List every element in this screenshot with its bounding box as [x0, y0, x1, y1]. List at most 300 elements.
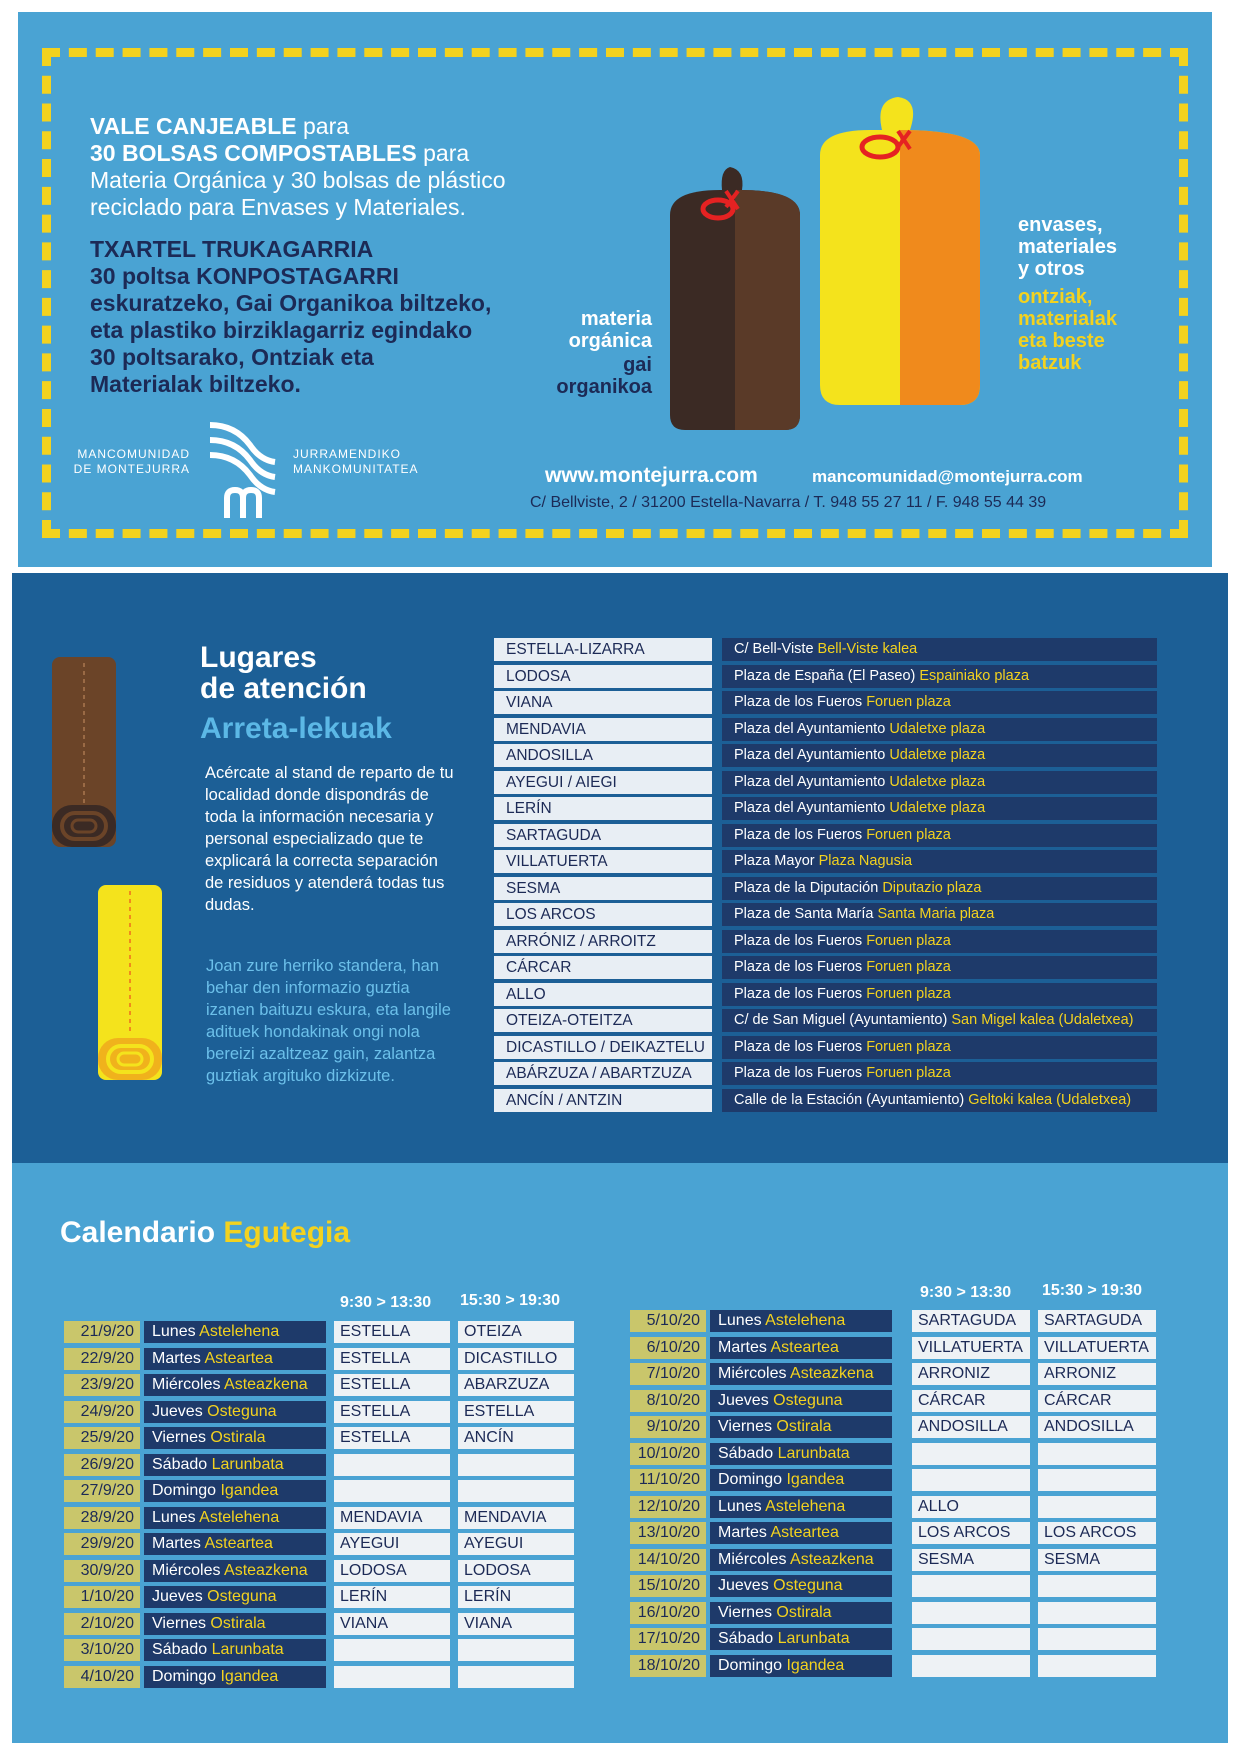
bag-label-line: orgánica: [568, 330, 652, 352]
calendar-day-eu: Asteartea: [204, 1535, 273, 1552]
place-town: SARTAGUDA: [494, 824, 712, 847]
calendar-row: [630, 1626, 1150, 1653]
places-description-eu: Joan zure herriko standera, han behar den informazio guztia izanen baituzu eskura, eta langile adituek hondakinak ongi nola bereizi azaltzeaz gain, zalantza guztiak argituko dizkizute.: [206, 957, 451, 1085]
calendar-day-eu: Asteartea: [204, 1349, 273, 1367]
calendar-afternoon-slot: [458, 1666, 574, 1688]
calendar-morning-slot: [912, 1655, 1030, 1677]
place-address-es: Plaza de los Fueros: [734, 1038, 863, 1055]
montejurra-logo-icon: [205, 420, 281, 520]
calendar-day: [144, 1427, 326, 1449]
place-address-es: Calle de la Estación (Ayuntamiento): [734, 1091, 965, 1108]
calendar-day: [144, 1666, 326, 1688]
calendar-day: [710, 1628, 892, 1650]
place-address-es: C/ de San Miguel (Ayuntamiento): [734, 1012, 948, 1028]
calendar-day: [710, 1496, 892, 1518]
place-address-es: Plaza de Santa María: [734, 906, 874, 922]
places-title-line: Lugares: [200, 641, 317, 674]
calendar-row: [64, 1505, 574, 1532]
calendar-morning-slot: ESTELLA: [334, 1348, 450, 1370]
place-address: [722, 691, 1157, 714]
calendar-day-es: Lunes: [718, 1312, 762, 1329]
places-title-line: de atención: [200, 672, 367, 705]
bag-label-line: eta beste: [1018, 330, 1105, 352]
place-address: [722, 797, 1157, 820]
calendar-day-eu: Asteazkena: [790, 1365, 874, 1382]
place-address: [722, 744, 1157, 767]
calendar-day-es: Martes: [152, 1535, 201, 1552]
org-name-line: JURRAMENDIKO: [293, 447, 402, 461]
bag-label-packaging-es: [1018, 214, 1168, 280]
place-address-eu: Diputazio plaza: [882, 879, 982, 896]
calendar-title: [60, 1216, 350, 1250]
voucher-eu-line: eta plastiko birziklagarriz egindako: [90, 317, 473, 343]
place-address: [722, 850, 1157, 873]
org-name-line: MANCOMUNIDAD: [77, 447, 190, 461]
place-town: VIANA: [494, 691, 712, 714]
place-address-es: Plaza de la Diputación: [734, 879, 879, 896]
calendar-morning-slot: ESTELLA: [334, 1427, 450, 1449]
calendar-title-es: Calendario: [60, 1216, 216, 1249]
calendar-row: [64, 1637, 574, 1664]
calendar-date: 16/10/20: [630, 1602, 706, 1624]
calendar-day-es: Lunes: [152, 1508, 196, 1526]
right-afternoon-header: 15:30 > 19:30: [1042, 1282, 1143, 1299]
calendar-day: [144, 1507, 326, 1529]
calendar-day: [710, 1416, 892, 1438]
calendar-afternoon-slot: ANCÍN: [458, 1427, 574, 1449]
place-row: [494, 743, 1160, 770]
bag-label-line: batzuk: [1018, 352, 1082, 374]
calendar-day: [710, 1549, 892, 1571]
calendar-date: 12/10/20: [630, 1496, 706, 1518]
calendar-day-eu: Asteartea: [770, 1524, 839, 1541]
calendar-afternoon-slot: OTEIZA: [458, 1321, 574, 1343]
place-row: [494, 929, 1160, 956]
calendar-row: [630, 1335, 1150, 1362]
packaging-bag-icon: [820, 97, 980, 405]
calendar-afternoon-slot: MENDAVIA: [458, 1507, 574, 1529]
calendar-row: [630, 1361, 1150, 1388]
place-address: [722, 983, 1157, 1006]
calendar-afternoon-slot: ABARZUZA: [458, 1374, 574, 1396]
calendar-day-es: Viernes: [152, 1429, 206, 1446]
places-title-es: [200, 642, 367, 704]
bag-label-organic-eu: [520, 354, 652, 398]
calendar-day: [144, 1533, 326, 1555]
calendar-afternoon-slot: LERÍN: [458, 1586, 574, 1608]
bag-label-line: materia: [580, 308, 652, 330]
calendar-afternoon-slot: VIANA: [458, 1613, 574, 1635]
calendar-date: 11/10/20: [630, 1469, 706, 1491]
calendar-afternoon-slot: ARRONIZ: [1038, 1363, 1156, 1385]
calendar-day-eu: Igandea: [786, 1656, 845, 1674]
calendar-date: 29/9/20: [64, 1533, 140, 1555]
calendar-afternoon-slot: SARTAGUDA: [1038, 1310, 1156, 1332]
voucher-text-line: para: [416, 140, 470, 166]
packaging-roll-icon: [98, 885, 162, 1080]
calendar-day-eu: Larunbata: [211, 1641, 284, 1658]
bag-label-line: materialak: [1018, 308, 1117, 330]
place-address-eu: Santa Maria plaza: [877, 906, 995, 922]
place-address-eu: Foruen plaza: [866, 826, 951, 843]
calendar-row: [64, 1346, 574, 1373]
calendar-day-eu: Larunbata: [211, 1455, 284, 1473]
calendar-morning-slot: ESTELLA: [334, 1374, 450, 1396]
voucher-bags-count: 30 BOLSAS COMPOSTABLES: [90, 140, 417, 166]
calendar-day: [710, 1522, 892, 1544]
calendar-day-eu: Astelehena: [765, 1497, 846, 1515]
calendar-title-eu: Egutegia: [223, 1216, 351, 1249]
calendar-day-es: Domingo: [152, 1667, 217, 1685]
calendar-afternoon-slot: ESTELLA: [458, 1401, 574, 1423]
calendar-row: [630, 1308, 1150, 1335]
calendar-day: [710, 1363, 892, 1385]
calendar-day-eu: Asteartea: [770, 1338, 839, 1356]
place-address: [722, 824, 1157, 847]
calendar-day-es: Jueves: [152, 1402, 203, 1420]
calendar-date: 9/10/20: [630, 1416, 706, 1438]
calendar-morning-slot: AYEGUI: [334, 1533, 450, 1555]
places-table: [494, 637, 1160, 1114]
place-address-eu: Geltoki kalea (Udaletxea): [968, 1091, 1132, 1108]
calendar-date: 1/10/20: [64, 1586, 140, 1608]
calendar-day: [144, 1613, 326, 1635]
place-address-es: Plaza Mayor: [734, 853, 815, 869]
place-row: [494, 876, 1160, 903]
calendar-date: 24/9/20: [64, 1401, 140, 1423]
bag-label-line: ontziak,: [1018, 286, 1093, 308]
calendar-date: 4/10/20: [64, 1666, 140, 1688]
calendar-day: [144, 1374, 326, 1396]
calendar-date: 15/10/20: [630, 1575, 706, 1597]
calendar-morning-slot: [912, 1628, 1030, 1650]
place-row: [494, 849, 1160, 876]
calendar-day-es: Jueves: [718, 1391, 769, 1409]
left-afternoon-header: 15:30 > 19:30: [460, 1292, 561, 1309]
calendar-date: 22/9/20: [64, 1348, 140, 1370]
calendar-morning-slot: ARRONIZ: [912, 1363, 1030, 1385]
calendar-day-es: Domingo: [152, 1482, 217, 1499]
calendar-row: [630, 1414, 1150, 1441]
calendar-row: [64, 1664, 574, 1691]
calendar-date: 23/9/20: [64, 1374, 140, 1396]
place-row: [494, 717, 1160, 744]
calendar-day-es: Sábado: [152, 1455, 208, 1473]
place-address-es: Plaza de los Fueros: [734, 932, 863, 949]
place-address: [722, 956, 1157, 979]
place-town: LOS ARCOS: [494, 903, 712, 926]
calendar-morning-slot: SESMA: [912, 1549, 1030, 1571]
calendar-morning-slot: [334, 1639, 450, 1661]
place-town: MENDAVIA: [494, 718, 712, 741]
calendar-afternoon-slot: CÁRCAR: [1038, 1390, 1156, 1412]
calendar-row: [630, 1573, 1150, 1600]
calendar-day-eu: Larunbata: [777, 1444, 850, 1462]
calendar-morning-slot: MENDAVIA: [334, 1507, 450, 1529]
calendar-row: [630, 1547, 1150, 1574]
calendar-date: 21/9/20: [64, 1321, 140, 1343]
bag-label-line: materiales: [1018, 236, 1117, 258]
place-address: [722, 1062, 1157, 1085]
calendar-afternoon-slot: [458, 1454, 574, 1476]
calendar-afternoon-slot: VILLATUERTA: [1038, 1337, 1156, 1359]
calendar-date: 7/10/20: [630, 1363, 706, 1385]
places-title-eu: Arreta-lekuak: [200, 712, 392, 745]
place-address: [722, 665, 1157, 688]
calendar-day-es: Martes: [718, 1524, 767, 1541]
calendar-day-es: Viernes: [718, 1418, 772, 1435]
place-address-es: Plaza del Ayuntamiento: [734, 720, 886, 737]
place-address-eu: Foruen plaza: [866, 1065, 951, 1081]
place-address-eu: Udaletxe plaza: [889, 720, 986, 737]
place-address-es: Plaza de los Fueros: [734, 1065, 863, 1081]
calendar-row: [64, 1425, 574, 1452]
org-name-es: [60, 447, 190, 477]
calendar-morning-slot: [334, 1666, 450, 1688]
place-row: [494, 664, 1160, 691]
bag-label-line: envases,: [1018, 214, 1103, 236]
calendar-day: [144, 1321, 326, 1343]
calendar-row: [630, 1600, 1150, 1627]
calendar-afternoon-slot: [1038, 1469, 1156, 1491]
calendar-day-es: Lunes: [152, 1323, 196, 1340]
email-link[interactable]: mancomunidad@montejurra.com: [812, 467, 1083, 486]
calendar-day-eu: Osteguna: [207, 1402, 277, 1420]
calendar-morning-slot: CÁRCAR: [912, 1390, 1030, 1412]
calendar-day-eu: Osteguna: [207, 1588, 277, 1605]
calendar-afternoon-slot: AYEGUI: [458, 1533, 574, 1555]
calendar-day: [710, 1655, 892, 1677]
place-row: [494, 982, 1160, 1009]
bag-label-line: gai: [623, 354, 652, 376]
calendar-row: [64, 1611, 574, 1638]
place-town: LERÍN: [494, 797, 712, 820]
calendar-afternoon-slot: LOS ARCOS: [1038, 1522, 1156, 1544]
place-address-es: Plaza de los Fueros: [734, 985, 863, 1002]
calendar-day-eu: Osteguna: [773, 1391, 843, 1409]
voucher-text-line: Materia Orgánica y 30 bolsas de plástico: [90, 167, 506, 193]
calendar-morning-slot: [912, 1469, 1030, 1491]
place-address: [722, 930, 1157, 953]
place-address-eu: Espainiako plaza: [919, 667, 1030, 684]
voucher-text-es: [90, 113, 610, 221]
calendar-day: [710, 1310, 892, 1332]
place-address: [722, 718, 1157, 741]
organic-bag-icon: [670, 167, 800, 430]
calendar-row: [64, 1319, 574, 1346]
calendar-date: 3/10/20: [64, 1639, 140, 1661]
place-address-eu: San Migel kalea (Udaletxea): [951, 1012, 1134, 1028]
place-town: LODOSA: [494, 665, 712, 688]
calendar-afternoon-slot: [1038, 1443, 1156, 1465]
place-town: ABÁRZUZA / ABARTZUZA: [494, 1062, 712, 1085]
place-address: [722, 1089, 1157, 1112]
place-address-eu: Bell-Viste kalea: [817, 641, 918, 657]
calendar-morning-slot: [334, 1480, 450, 1502]
calendar-morning-slot: LOS ARCOS: [912, 1522, 1030, 1544]
calendar-morning-slot: ANDOSILLA: [912, 1416, 1030, 1438]
calendar-day-es: Sábado: [718, 1630, 774, 1647]
calendar-row: [64, 1584, 574, 1611]
place-address: [722, 877, 1157, 900]
calendar-row: [64, 1531, 574, 1558]
calendar-day-eu: Igandea: [786, 1471, 845, 1488]
place-address: [722, 1036, 1157, 1059]
place-row: [494, 796, 1160, 823]
place-address-eu: Udaletxe plaza: [889, 747, 986, 763]
calendar-date: 30/9/20: [64, 1560, 140, 1582]
org-name-line: DE MONTEJURRA: [73, 462, 190, 476]
place-town: ALLO: [494, 983, 712, 1006]
place-row: [494, 1088, 1160, 1115]
place-row: [494, 690, 1160, 717]
calendar-morning-slot: ESTELLA: [334, 1401, 450, 1423]
calendar-row: [64, 1452, 574, 1479]
calendar-date: 2/10/20: [64, 1613, 140, 1635]
calendar-date: 8/10/20: [630, 1390, 706, 1412]
calendar-day: [144, 1348, 326, 1370]
place-address-eu: Foruen plaza: [866, 985, 951, 1002]
calendar-day-eu: Osteguna: [773, 1577, 843, 1594]
place-address-eu: Foruen plaza: [866, 694, 951, 710]
calendar-day-eu: Asteazkena: [790, 1550, 874, 1568]
calendar-day-es: Domingo: [718, 1471, 783, 1488]
voucher-title: VALE CANJEABLE: [90, 113, 297, 139]
calendar-morning-slot: VIANA: [334, 1613, 450, 1635]
calendar-morning-slot: [912, 1575, 1030, 1597]
calendar-day-es: Martes: [718, 1338, 767, 1356]
place-row: [494, 1008, 1160, 1035]
calendar-day-es: Miércoles: [152, 1376, 221, 1393]
calendar-morning-slot: SARTAGUDA: [912, 1310, 1030, 1332]
place-town: ESTELLA-LIZARRA: [494, 638, 712, 661]
bag-label-packaging-eu: [1018, 286, 1168, 374]
calendar-day-es: Domingo: [718, 1656, 783, 1674]
calendar-day-es: Viernes: [152, 1614, 206, 1632]
calendar-day: [710, 1337, 892, 1359]
voucher-eu-line: 30 poltsa KONPOSTAGARRI: [90, 263, 399, 289]
calendar-row: [64, 1478, 574, 1505]
voucher-eu-line: 30 poltsarako, Ontziak eta: [90, 344, 374, 370]
place-town: DICASTILLO / DEIKAZTELU: [494, 1036, 712, 1059]
contact-address: C/ Bellviste, 2 / 31200 Estella-Navarra / T. 948 55 27 11 / F. 948 55 44 39: [530, 494, 1047, 511]
calendar-afternoon-slot: [1038, 1602, 1156, 1624]
calendar-morning-slot: LODOSA: [334, 1560, 450, 1582]
calendar-day-eu: Ostirala: [210, 1429, 266, 1446]
calendar-date: 28/9/20: [64, 1507, 140, 1529]
calendar-day-es: Viernes: [718, 1603, 772, 1621]
place-town: CÁRCAR: [494, 956, 712, 979]
place-town: AYEGUI / AIEGI: [494, 771, 712, 794]
calendar-morning-slot: ESTELLA: [334, 1321, 450, 1343]
org-name-line: MANKOMUNITATEA: [293, 462, 419, 476]
place-address-eu: Foruen plaza: [866, 932, 951, 949]
calendar-right-table: [630, 1308, 1150, 1679]
website-link[interactable]: www.montejurra.com: [545, 464, 758, 487]
calendar-day-es: Miércoles: [718, 1550, 787, 1568]
calendar-day: [144, 1401, 326, 1423]
calendar-day-es: Martes: [152, 1349, 201, 1367]
calendar-row: [630, 1388, 1150, 1415]
calendar-morning-slot: [912, 1443, 1030, 1465]
place-row: [494, 770, 1160, 797]
waste-bags-illustration: [660, 95, 1040, 435]
calendar-date: 18/10/20: [630, 1655, 706, 1677]
voucher-eu-line: TXARTEL TRUKAGARRIA: [90, 236, 374, 262]
calendar-morning-slot: [912, 1602, 1030, 1624]
calendar-day-eu: Astelehena: [765, 1312, 846, 1329]
place-address-es: Plaza de los Fueros: [734, 959, 863, 975]
place-address-es: Plaza del Ayuntamiento: [734, 800, 886, 816]
calendar-row: [64, 1558, 574, 1585]
calendar-afternoon-slot: DICASTILLO: [458, 1348, 574, 1370]
calendar-day-es: Miércoles: [152, 1561, 221, 1579]
calendar-row: [630, 1441, 1150, 1468]
calendar-day-eu: Igandea: [220, 1482, 279, 1499]
calendar-afternoon-slot: LODOSA: [458, 1560, 574, 1582]
calendar-date: 26/9/20: [64, 1454, 140, 1476]
place-address: [722, 638, 1157, 661]
org-name-eu: [293, 447, 443, 477]
calendar-day: [710, 1390, 892, 1412]
calendar-date: 13/10/20: [630, 1522, 706, 1544]
calendar-date: 10/10/20: [630, 1443, 706, 1465]
calendar-date: 14/10/20: [630, 1549, 706, 1571]
place-address: [722, 903, 1157, 926]
calendar-day: [710, 1602, 892, 1624]
calendar-day-eu: Asteazkena: [224, 1561, 308, 1579]
place-address-es: Plaza de España (El Paseo): [734, 667, 916, 684]
place-address-eu: Udaletxe plaza: [889, 800, 986, 816]
calendar-afternoon-slot: [1038, 1575, 1156, 1597]
voucher-text-eu: [90, 236, 570, 398]
calendar-row: [64, 1372, 574, 1399]
place-address-eu: Udaletxe plaza: [889, 773, 986, 790]
calendar-day-es: Jueves: [152, 1588, 203, 1605]
calendar-row: [630, 1494, 1150, 1521]
right-morning-header: 9:30 > 13:30: [920, 1284, 1012, 1301]
calendar-day-es: Lunes: [718, 1497, 762, 1515]
voucher-text-line: para: [296, 113, 350, 139]
calendar-day: [710, 1469, 892, 1491]
place-row: [494, 637, 1160, 664]
calendar-date: 17/10/20: [630, 1628, 706, 1650]
calendar-day: [710, 1575, 892, 1597]
organic-roll-icon: [52, 657, 116, 847]
calendar-afternoon-slot: [458, 1480, 574, 1502]
calendar-day-eu: Asteazkena: [224, 1376, 308, 1393]
place-address-eu: Foruen plaza: [866, 1038, 951, 1055]
place-town: SESMA: [494, 877, 712, 900]
calendar-row: [630, 1653, 1150, 1680]
place-row: [494, 902, 1160, 929]
calendar-afternoon-slot: [1038, 1628, 1156, 1650]
calendar-day-es: Miércoles: [718, 1365, 787, 1382]
place-row: [494, 955, 1160, 982]
calendar-day-eu: Larunbata: [777, 1630, 850, 1647]
calendar-afternoon-slot: SESMA: [1038, 1549, 1156, 1571]
calendar-morning-slot: VILLATUERTA: [912, 1337, 1030, 1359]
calendar-day-eu: Astelehena: [199, 1508, 280, 1526]
calendar-left-table: [64, 1319, 574, 1690]
calendar-day: [144, 1639, 326, 1661]
place-address-eu: Plaza Nagusia: [818, 853, 913, 869]
calendar-day-es: Jueves: [718, 1577, 769, 1594]
place-town: ARRÓNIZ / ARROITZ: [494, 930, 712, 953]
calendar-day: [144, 1560, 326, 1582]
left-morning-header: 9:30 > 13:30: [340, 1294, 432, 1311]
calendar-date: 25/9/20: [64, 1427, 140, 1449]
